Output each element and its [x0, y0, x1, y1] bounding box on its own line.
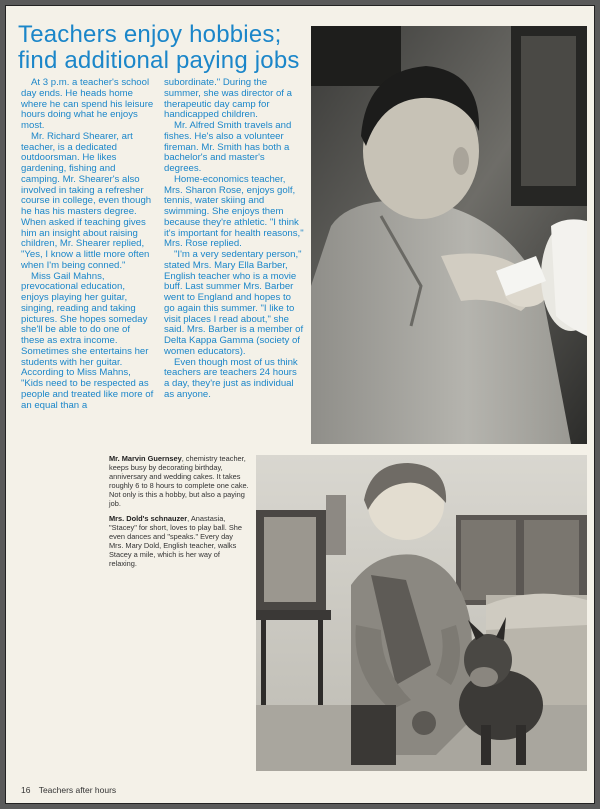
article-paragraph: "I'm a very sedentary person," stated Mrs. Mary Ella Barber, English teacher who is a movie buff. Last summer Mrs. Barber went to England and hopes to go again this summer. "I like to visit places I read about," she said. Mrs. Barber is a member of Delta Kappa Gamma (society of women educators). — [164, 249, 304, 357]
article-paragraph: Mr. Alfred Smith travels and fishes. He's also a volunteer fireman. Mr. Smith has both a bachelor's and master's degrees. — [164, 120, 292, 174]
cake-decorating-photo — [311, 26, 587, 444]
title-line-1: Teachers enjoy hobbies; — [18, 21, 282, 48]
caption-text: , Anastasia, "Stacey" for short, loves to play ball. She even dances and "speaks." Every day Mrs. Mary Dold, English teacher, walks Stacey a mile, which is her way of relaxing. — [109, 514, 243, 568]
section-name: Teachers after hours — [38, 785, 117, 795]
schnauzer-photo — [256, 455, 587, 771]
title-line-2: find additional paying jobs — [18, 47, 300, 74]
article-column-1 — [21, 78, 155, 411]
caption-name: Mrs. Dold's schnauzer — [109, 514, 188, 524]
article-paragraph: subordinate." During the summer, she was director of a therapeutic day camp for handicapped children. — [164, 77, 292, 121]
article-paragraph: Home-economics teacher, Mrs. Sharon Rose, enjoys golf, tennis, water skiing and swimming. She enjoys them because they're athletic. "I think it's important for health reasons," Mrs. Rose replied. — [164, 173, 304, 250]
caption-schnauzer — [109, 515, 249, 568]
page-footer — [21, 785, 116, 795]
article-paragraph: At 3 p.m. a teacher's school day ends. He heads home where he can spend his leisure hours doing what he enjoys most. — [21, 77, 154, 131]
yearbook-page — [5, 5, 595, 804]
article-paragraph: Mr. Richard Shearer, art teacher, is a dedicated outdoorsman. He likes gardening, fishing and camping. Mr. Shearer's also involved in taking a refresher course in college, even though he has his masters degree. When asked if teaching gives him an insight about raising children, Mr. Shearer replied, "Yes, I know a little more often when I'm being conned." — [21, 130, 152, 271]
caption-name: Mr. Marvin Guernsey — [109, 454, 182, 463]
article-paragraph: Even though most of us think teachers are teachers 24 hours a day, they're just as individual as anyone. — [164, 356, 298, 400]
caption-text: , chemistry teacher, keeps busy by decorating birthday, anniversary and wedding cakes. It takes roughly 6 to 8 hours to complete one cake. Not only is this a hobby, but also a paying job. — [109, 454, 249, 508]
article-column-2 — [164, 78, 304, 401]
page-number: 16 — [21, 785, 31, 795]
article-paragraph: Miss Gail Mahns, prevocational education, enjoys playing her guitar, singing, reading and taking pictures. She hopes someday she'll be able to do one of these as extra income. Sometimes she entertains her students with her guitar. According to Miss Mahns, "Kids need to be respected as people and treated like more of an equal than a — [21, 270, 154, 411]
page-title — [18, 22, 318, 74]
caption-cake — [109, 455, 249, 508]
photo-captions — [109, 455, 249, 576]
